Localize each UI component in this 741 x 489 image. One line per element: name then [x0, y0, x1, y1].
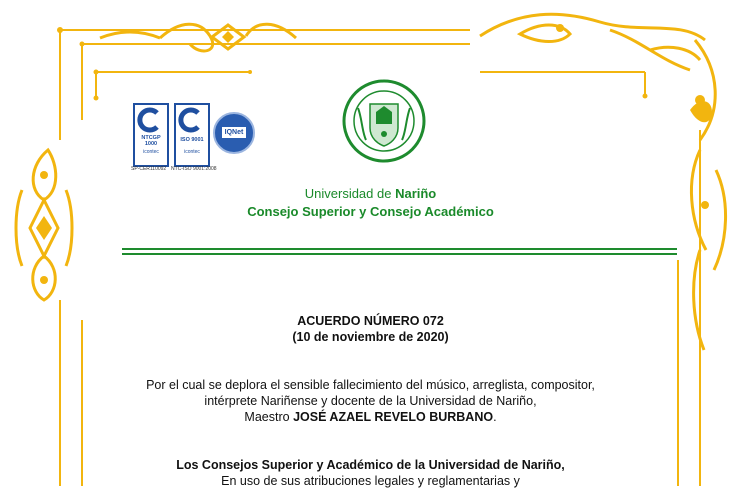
icontec-c-icon — [176, 105, 208, 135]
iso-org: icontec — [184, 149, 200, 155]
iso-9001-certification-logo — [174, 103, 210, 167]
iso-label: ISO 9001 — [180, 137, 204, 143]
honoree-name: JOSÉ AZAEL REVELO BURBANO — [293, 410, 494, 424]
iqnet-label: IQNet — [222, 127, 246, 138]
header-divider-top — [122, 248, 677, 250]
body-line-3 — [0, 410, 741, 425]
agreement-number: ACUERDO NÚMERO 072 — [297, 314, 444, 328]
ntcgp-certification-logo — [133, 103, 169, 167]
councils-statement: Los Consejos Superior y Académico de la Universidad de Nariño, — [176, 458, 565, 472]
body-line-2: intérprete Nariñense y docente de la Universidad de Nariño, — [204, 394, 537, 408]
body-line-1: Por el cual se deplora el sensible fallecimiento del músico, arreglista, compositor, — [146, 378, 595, 392]
icontec-c-icon — [135, 105, 167, 135]
line3-suffix: . — [493, 410, 497, 424]
university-crest-logo — [336, 78, 432, 164]
header-divider-bottom — [122, 253, 677, 255]
ntcgp-label: NTCGP 1000 — [141, 135, 161, 147]
iso-code: NTC-ISO 9001:2008 — [171, 166, 217, 172]
university-prefix: Universidad de — [304, 186, 396, 201]
university-name-bold: Nariño — [395, 186, 437, 201]
powers-statement: En uso de sus atribuciones legales y reglamentarias y — [221, 474, 520, 488]
council-name: Consejo Superior y Consejo Académico — [247, 204, 494, 219]
iqnet-certification-logo — [213, 112, 255, 154]
ntcgp-org: icontec — [143, 149, 159, 155]
ntcgp-code: SP-CER110092 — [131, 166, 167, 172]
university-name — [0, 186, 741, 201]
agreement-date: (10 de noviembre de 2020) — [292, 330, 449, 344]
maestro-prefix: Maestro — [244, 410, 294, 424]
